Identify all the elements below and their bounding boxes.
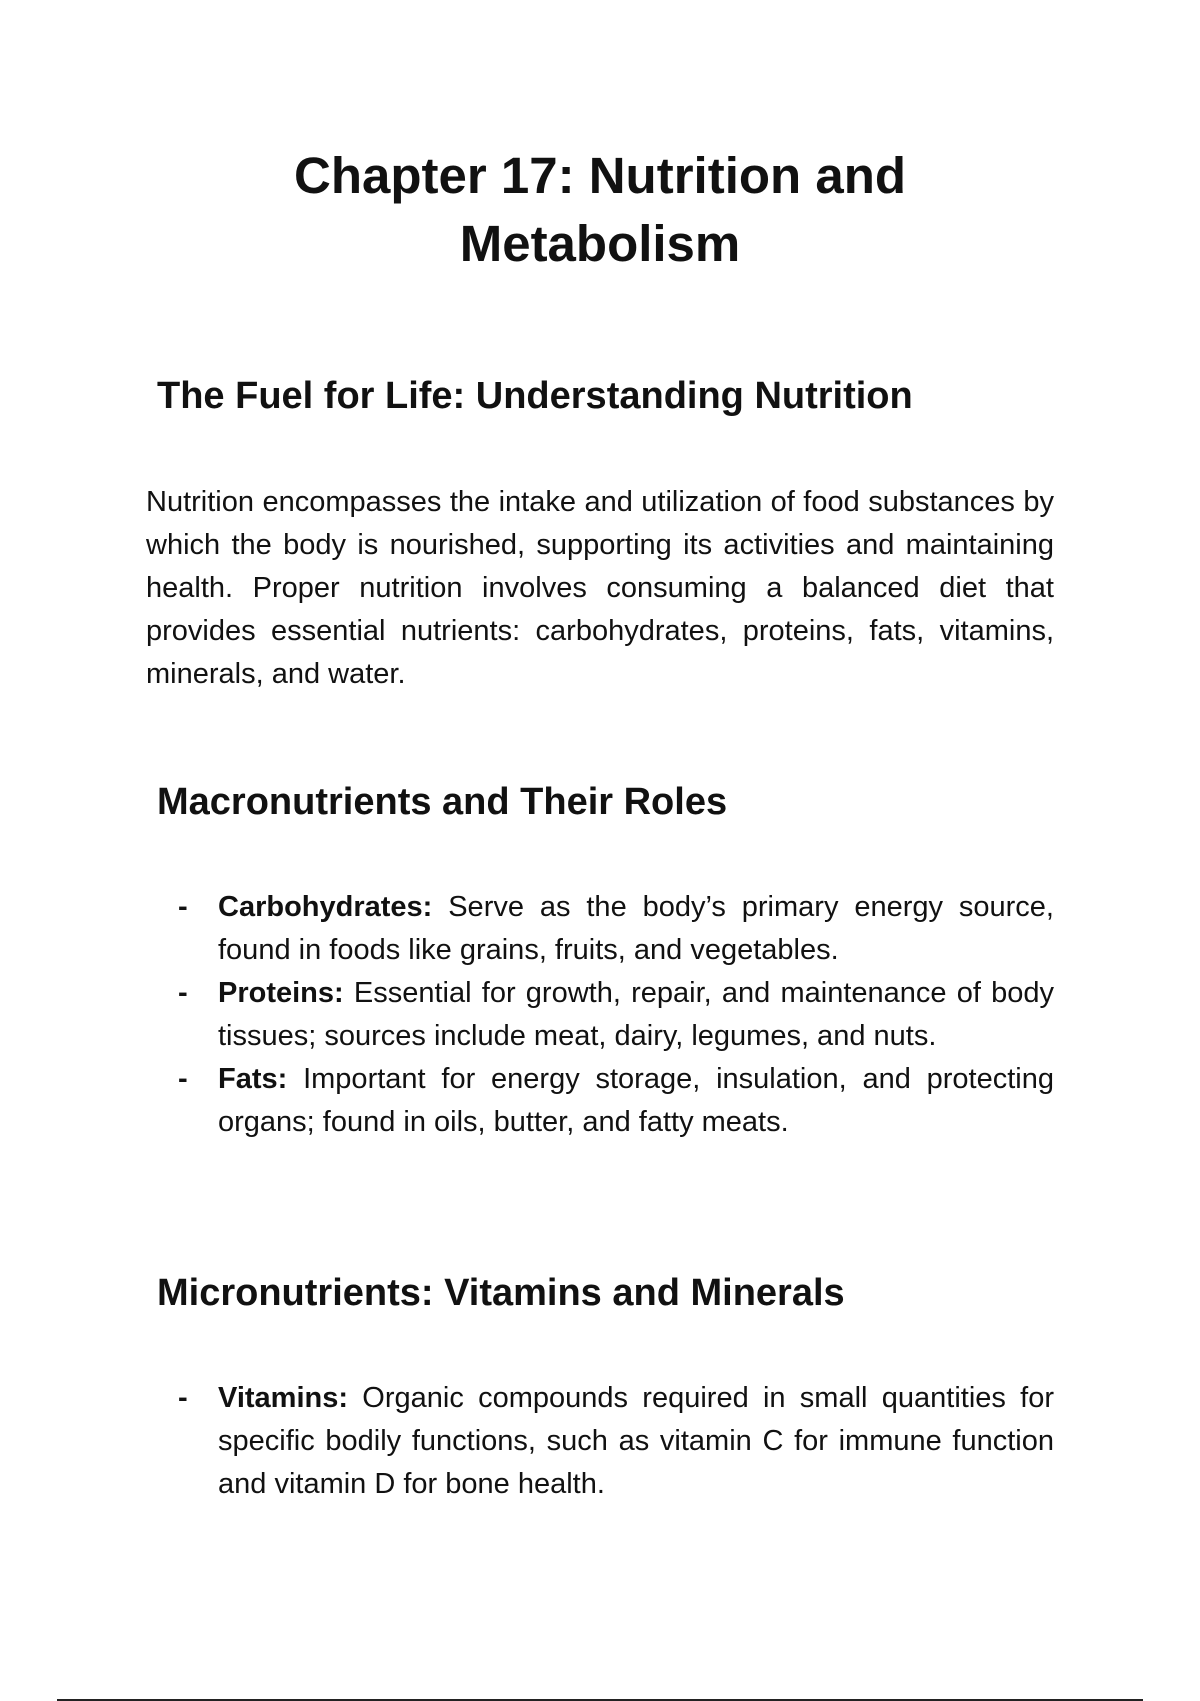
term-vitamins: Vitamins: xyxy=(218,1382,349,1414)
definition-carbohydrates: Serve as the body’s primary energy source, found in foods like grains, fruits, and vegetables. xyxy=(218,891,1054,966)
bullet-dash: - xyxy=(178,977,188,1009)
list-item-fats xyxy=(178,1058,1054,1144)
macronutrients-list xyxy=(178,886,1054,1144)
term-fats: Fats: xyxy=(218,1063,288,1095)
bullet-dash: - xyxy=(178,1382,188,1414)
section-heading-macronutrients: Macronutrients and Their Roles xyxy=(157,781,728,823)
list-item-vitamins xyxy=(178,1377,1054,1506)
list-item-proteins xyxy=(178,972,1054,1058)
term-carbohydrates: Carbohydrates: xyxy=(218,891,433,923)
list-item-carbohydrates xyxy=(178,886,1054,972)
definition-fats: Important for energy storage, insulation, and protecting organs; found in oils, butter, and fatty meats. xyxy=(218,1063,1054,1138)
definition-proteins: Essential for growth, repair, and maintenance of body tissues; sources include meat, dairy, legumes, and nuts. xyxy=(218,977,1054,1052)
chapter-title: Chapter 17: Nutrition and Metabolism xyxy=(293,147,907,272)
micronutrients-list xyxy=(178,1377,1054,1506)
section-heading-fuel-for-life: The Fuel for Life: Understanding Nutrition xyxy=(157,375,913,417)
definition-vitamins: Organic compounds required in small quantities for specific bodily functions, such as vitamin C for immune function and vitamin D for bone health. xyxy=(218,1382,1054,1500)
section-heading-micronutrients: Micronutrients: Vitamins and Minerals xyxy=(157,1272,845,1314)
bullet-dash: - xyxy=(178,1063,188,1095)
nutrition-intro-paragraph: Nutrition encompasses the intake and utilization of food substances by which the body is nourished, supporting its activities and maintaining health. Proper nutrition involves consuming a balanced diet that provides essential nutrients: carbohydrates, proteins, fats, vitamins, minerals, and water. xyxy=(146,486,1054,690)
term-proteins: Proteins: xyxy=(218,977,344,1009)
bullet-dash: - xyxy=(178,891,188,923)
